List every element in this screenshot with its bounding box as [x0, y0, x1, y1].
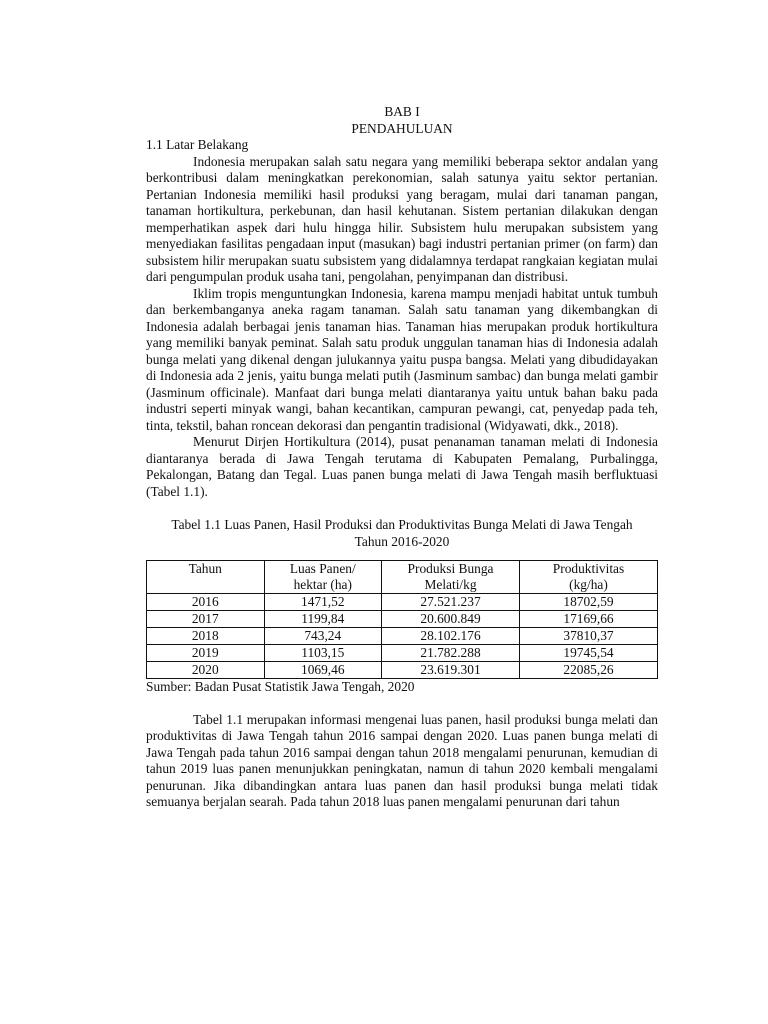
chapter-label: BAB I [384, 104, 420, 119]
table-cell: 2020 [147, 662, 265, 679]
table-cell: 22085,26 [520, 662, 658, 679]
table-row [147, 662, 658, 679]
table-cell: 1103,15 [264, 645, 382, 662]
table-caption: Tabel 1.1 Luas Panen, Hasil Produksi dan Produktivitas Bunga Melati di Jawa Tengah Tahun 2016-2020 [171, 517, 633, 549]
table-cell: 2017 [147, 611, 265, 628]
header-line: Melati/kg [424, 577, 477, 592]
table-header-row [147, 561, 658, 594]
header-line: Produktivitas [552, 561, 625, 576]
table-cell: 19745,54 [520, 645, 658, 662]
table-cell: 23.619.301 [382, 662, 520, 679]
table-row [147, 628, 658, 645]
column-header-luas-panen [264, 561, 382, 594]
table-cell: 17169,66 [520, 611, 658, 628]
document-page [146, 104, 658, 811]
table-cell: 1199,84 [264, 611, 382, 628]
column-header-produksi [382, 561, 520, 594]
table-cell: 743,24 [264, 628, 382, 645]
paragraph-after-table: Tabel 1.1 merupakan informasi mengenai luas panen, hasil produksi bunga melati dan produktivitas di Jawa Tengah tahun 2016 sampai dengan 2020. Luas panen bunga melati di Jawa Tengah pada tahun 2016 sampai dengan tahun 2018 mengalami penurunan, kemudian di tahun 2019 luas panen menunjukkan peningkatan, namun di tahun 2020 kembali mengalami penurunan. Jika dibandingkan antara luas panen dan hasil produksi bunga melati tidak semuanya berjalan searah. Pada tahun 2018 luas panen mengalami penurunan dari tahun [146, 711, 658, 809]
table-cell: 2018 [147, 628, 265, 645]
table-cell: 28.102.176 [382, 628, 520, 645]
table-cell: 1069,46 [264, 662, 382, 679]
table-cell: 21.782.288 [382, 645, 520, 662]
header-line [147, 577, 264, 593]
chapter-title: PENDAHULUAN [351, 120, 453, 136]
paragraph-2: Iklim tropis menguntungkan Indonesia, karena mampu menjadi habitat untuk tumbuh dan berkembanganya aneka ragam tanaman. Salah satu tanaman yang dikembangkan di Indonesia adalah berbagai jenis tanaman hias. Tanaman hias merupakan produk hortikultura yang memiliki banyak peminat. Salah satu produk unggulan tanaman hias di Indonesia adalah bunga melati yang dikenal dengan julukannya yaitu puspa bangsa. Melati yang dibudidayakan di Indonesia ada 2 jenis, yaitu bunga melati putih (Jasminum sambac) dan bunga melati gambir (Jasminum officinale). Manfaat dari bunga melati diantaranya yaitu untuk bahan baku pada industri seperti minyak wangi, bahan kecantikan, campuran pewangi, cat, penyedap pada teh, tinta, tekstil, bahan roncean dekorasi dan pengantin tradisional (Widyawati, dkk., 2018). [146, 285, 658, 433]
header-line: Luas Panen/ [289, 561, 356, 576]
header-line: (kg/ha) [569, 577, 608, 592]
table-cell: 37810,37 [520, 628, 658, 645]
table-row [147, 594, 658, 611]
data-table [146, 560, 658, 679]
header-line: hektar (ha) [293, 577, 352, 592]
table-cell: 27.521.237 [382, 594, 520, 611]
table-cell: 2019 [147, 645, 265, 662]
table-cell: 20.600.849 [382, 611, 520, 628]
paragraph-3: Menurut Dirjen Hortikultura (2014), pusat penanaman tanaman melati di Indonesia diantaranya berada di Jawa Tengah terutama di Kabupaten Pemalang, Purbalingga, Pekalongan, Batang dan Tegal. Luas panen bunga melati di Jawa Tengah masih berfluktuasi (Tabel 1.1). [146, 434, 658, 499]
column-header-tahun [147, 561, 265, 594]
section-heading: 1.1 Latar Belakang [146, 137, 249, 152]
header-line: Tahun [188, 561, 222, 576]
column-header-produktivitas [520, 561, 658, 594]
table-row [147, 611, 658, 628]
header-line: Produksi Bunga [407, 561, 494, 576]
table-row [147, 645, 658, 662]
paragraph-1: Indonesia merupakan salah satu negara yang memiliki beberapa sektor andalan yang berkontribusi dalam meningkatkan perekonomian, salah satunya yaitu sektor pertanian. Pertanian Indonesia memiliki hasil produksi yang beragam, mulai dari tanaman pangan, tanaman hortikultura, perkebunan, dan hasil kehutanan. Sistem pertanian dilakukan dengan memperhatikan aspek dari hulu hingga hilir. Subsistem hulu merupakan subsistem yang menyediakan fasilitas pengadaan input (masukan) bagi industri pertanian primer (on farm) dan subsistem hilir merupakan suatu subsistem yang didalamnya terdapat rangkaian kegiatan mulai dari pengumpulan produk usaha tani, pengolahan, penyimpanan dan distribusi. [146, 153, 658, 284]
table-cell: 2016 [147, 594, 265, 611]
table-cell: 1471,52 [264, 594, 382, 611]
table-source: Sumber: Badan Pusat Statistik Jawa Tengah, 2020 [146, 679, 415, 694]
table-cell: 18702,59 [520, 594, 658, 611]
